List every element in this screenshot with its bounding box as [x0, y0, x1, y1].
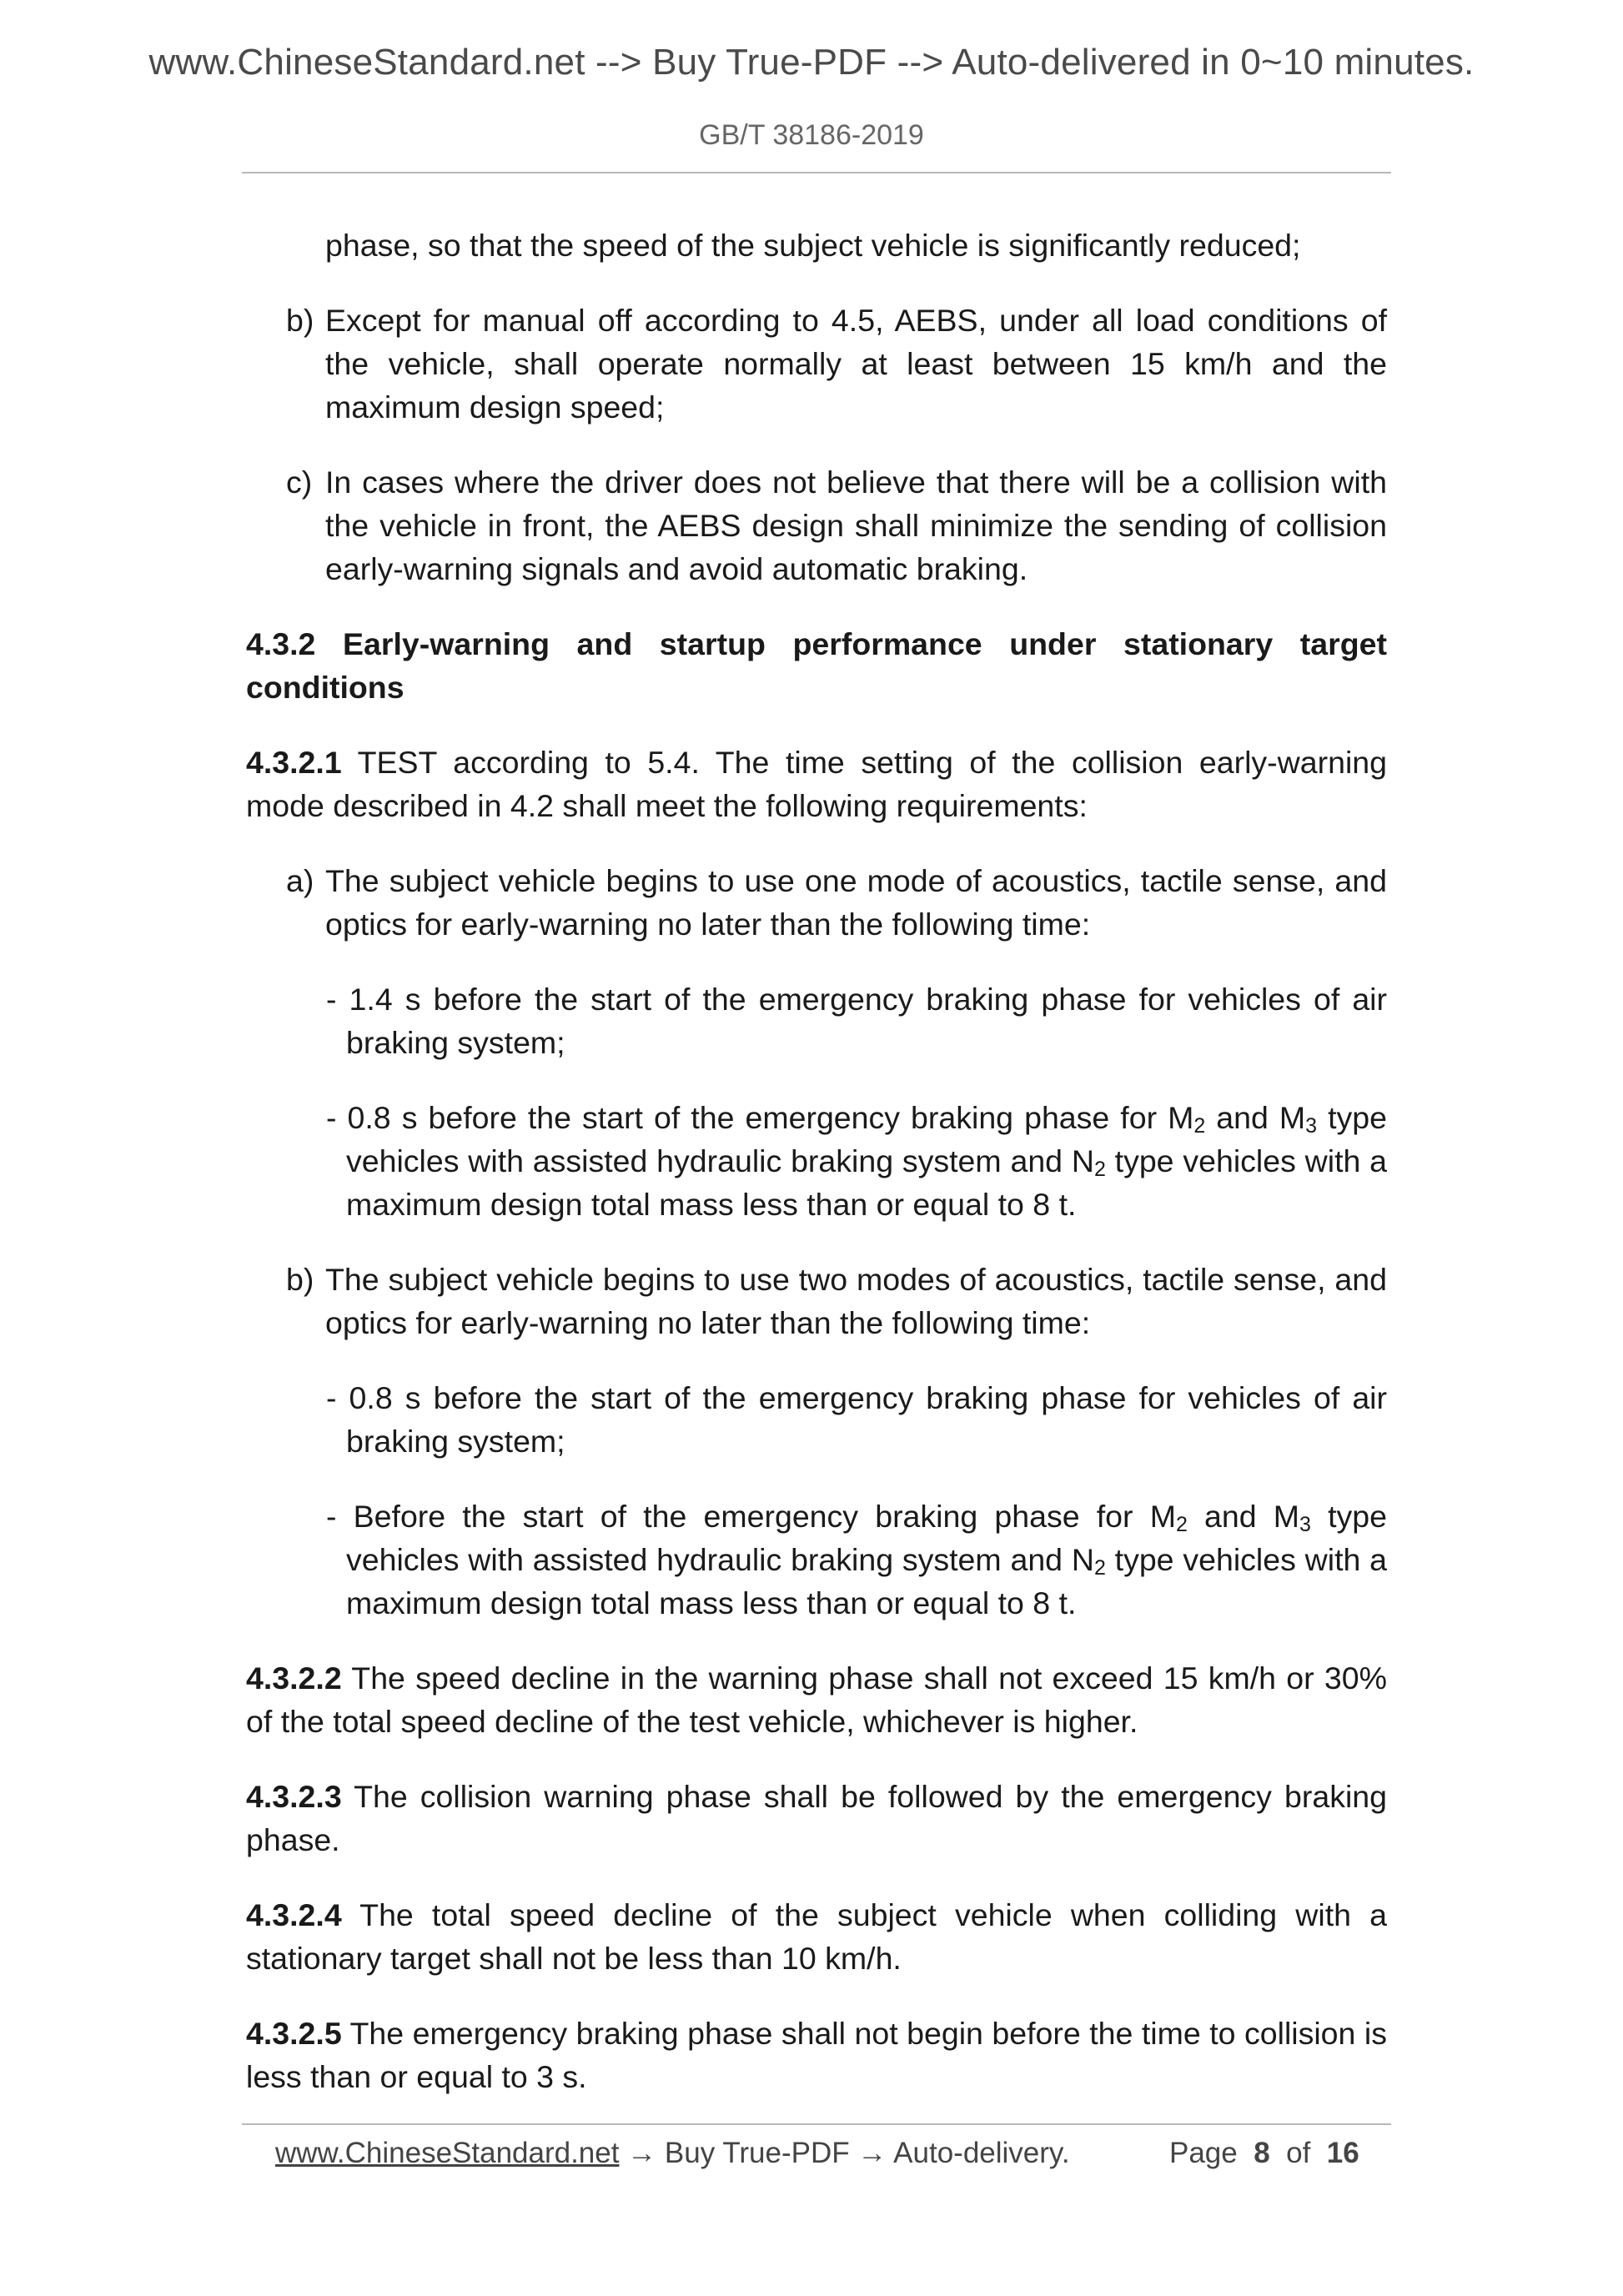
subscript: 3 [1299, 1513, 1311, 1536]
clause-4-3-2-2 [246, 1656, 1387, 1743]
dash-text: - Before the start of the emergency braking phase for M [326, 1499, 1176, 1534]
site-banner: www.ChineseStandard.net --> Buy True-PDF --> Auto-delivered in 0~10 minutes. [148, 42, 1475, 83]
clause-number: 4.3.2.4 [246, 1897, 342, 1932]
dash-text: and M [1187, 1499, 1300, 1534]
list-item-c [246, 460, 1387, 590]
subscript: 2 [1093, 1158, 1106, 1181]
clause-4-3-2-3 [246, 1775, 1387, 1861]
page-footer [275, 2137, 1359, 2170]
page-current: 8 [1254, 2137, 1270, 2169]
dash-text: - 0.8 s before the start of the emergency braking phase for M [326, 1100, 1194, 1135]
clause-text: TEST according to 5.4. The time setting of the collision early-warning mode described in 4.2 shall meet the following requirements: [246, 745, 1387, 823]
list-label: b) [286, 1262, 314, 1297]
subscript: 2 [1093, 1556, 1106, 1580]
dash-text: type vehicles with assisted hydraulic braking system and N [346, 1499, 1387, 1577]
list-item-continuation: phase, so that the speed of the subject vehicle is significantly reduced; [325, 228, 1301, 263]
list-text: The subject vehicle begins to use one mode of acoustics, tactile sense, and optics for early-warning no later than the following time: [325, 863, 1387, 942]
dash-text: type vehicles with a maximum design total mass less than or equal to 8 t. [346, 1143, 1388, 1222]
page-of: of [1286, 2137, 1311, 2169]
dash-item [246, 1495, 1387, 1625]
list-text: In cases where the driver does not believe that there will be a collision with the vehicle in front, the AEBS design shall minimize the sending of collision early-warning signals and avoid automatic braking. [325, 465, 1387, 586]
clause-number: 4.3.2.2 [246, 1660, 342, 1696]
clause-4-3-2-1 [246, 741, 1387, 827]
clause-text: The emergency braking phase shall not begin before the time to collision is less than or equal to 3 s. [246, 2016, 1387, 2094]
footer-site-link[interactable]: www.ChineseStandard.net [275, 2137, 620, 2169]
list-label: b) [286, 303, 314, 338]
dash-item: - 1.4 s before the start of the emergency braking phase for vehicles of air braking system; [326, 982, 1387, 1060]
sub-item-b [246, 1258, 1387, 1344]
dash-item: - 0.8 s before the start of the emergency braking phase for vehicles of air braking system; [326, 1380, 1387, 1459]
page-indicator [1169, 2137, 1359, 2170]
dash-text: type vehicles with assisted hydraulic braking system and N [346, 1100, 1387, 1178]
clause-number: 4.3.2.5 [246, 2016, 342, 2051]
clause-4-3-2-4 [246, 1893, 1387, 1980]
subscript: 3 [1305, 1114, 1318, 1138]
list-item-b [246, 299, 1387, 429]
subscript: 2 [1175, 1513, 1188, 1536]
footer-divider [242, 2123, 1391, 2125]
list-text: Except for manual off according to 4.5, AEBS, under all load conditions of the vehicle, shall operate normally at least between 15 km/h and the maximum design speed; [325, 303, 1387, 425]
standard-number: GB/T 38186-2019 [699, 119, 924, 151]
section-heading-4-3-2: 4.3.2 Early-warning and startup performance under stationary target conditions [246, 626, 1387, 705]
clause-number: 4.3.2.1 [246, 745, 342, 780]
subscript: 2 [1193, 1114, 1206, 1138]
clause-number: 4.3.2.3 [246, 1779, 342, 1814]
clause-text: The speed decline in the warning phase shall not exceed 15 km/h or 30% of the total speed decline of the test vehicle, whichever is higher. [246, 1660, 1387, 1739]
page-total: 16 [1326, 2137, 1359, 2169]
dash-item [246, 1096, 1387, 1226]
clause-4-3-2-5 [246, 2012, 1387, 2098]
dash-text: and M [1205, 1100, 1306, 1135]
clause-text: The collision warning phase shall be followed by the emergency braking phase. [246, 1779, 1387, 1857]
list-label: a) [286, 863, 314, 898]
document-body [246, 224, 1387, 2130]
header-divider [242, 172, 1391, 173]
dash-text: type vehicles with a maximum design total mass less than or equal to 8 t. [346, 1542, 1388, 1620]
list-label: c) [286, 465, 313, 500]
clause-text: The total speed decline of the subject vehicle when colliding with a stationary target shall not be less than 10 km/h. [246, 1897, 1387, 1976]
page-word: Page [1169, 2137, 1238, 2169]
list-text: The subject vehicle begins to use two modes of acoustics, tactile sense, and optics for early-warning no later than the following time: [325, 1262, 1387, 1340]
sub-item-a [246, 859, 1387, 946]
footer-text: → Buy True-PDF → Auto-delivery. [619, 2137, 1070, 2169]
